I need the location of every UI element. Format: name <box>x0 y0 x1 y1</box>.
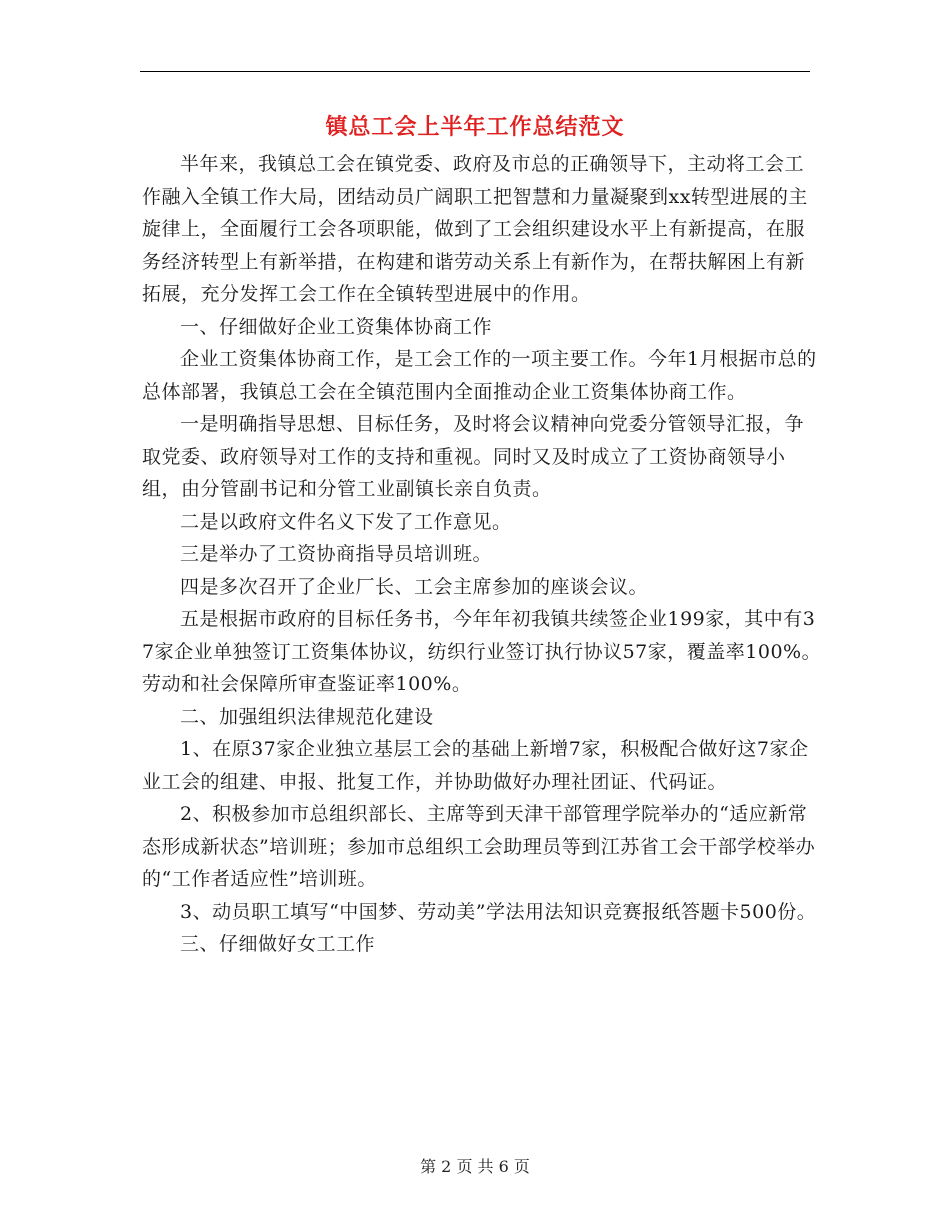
section-heading-1: 一、仔细做好企业工资集体协商工作 <box>180 315 493 338</box>
section-heading-2: 二、加强组织法律规范化建设 <box>180 705 434 728</box>
document-body <box>142 148 822 961</box>
paragraph-intro: 半年来，我镇总工会在镇党委、政府及市总的正确领导下，主动将工会工作融入全镇工作大局，团结动员广阔职工把智慧和力量凝聚到xx转型进展的主旋律上，全面履行工会各项职能，做到了工会组织建设水平上有新提高，在服务经济转型上有新举措，在构建和谐劳动关系上有新作为，在帮扶解困上有新拓展，充分发挥工会工作在全镇转型进展中的作用。 <box>142 153 808 305</box>
paragraph: 企业工资集体协商工作，是工会工作的一项主要工作。今年1月根据市总的总体部署，我镇总工会在全镇范围内全面推动企业工资集体协商工作。 <box>142 348 817 403</box>
paragraph: 1、在原37家企业独立基层工会的基础上新增7家，积极配合做好这7家企业工会的组建、申报、批复工作，并协助做好办理社团证、代码证。 <box>142 738 809 793</box>
header-rule <box>140 71 810 72</box>
paragraph: 四是多次召开了企业厂长、工会主席参加的座谈会议。 <box>180 575 649 598</box>
section-heading-3: 三、仔细做好女工工作 <box>180 933 376 955</box>
paragraph: 3、动员职工填写“中国梦、劳动美”学法用法知识竞赛报纸答题卡500份。 <box>180 900 817 923</box>
paragraph: 二是以政府文件名义下发了工作意见。 <box>180 510 512 533</box>
paragraph: 一是明确指导思想、目标任务，及时将会议精神向党委分管领导汇报，争取党委、政府领导对工作的支持和重视。同时又及时成立了工资协商领导小组，由分管副书记和分管工业副镇长亲自负责。 <box>142 413 805 500</box>
document-title: 镇总工会上半年工作总结范文 <box>325 114 625 140</box>
paragraph: 五是根据市政府的目标任务书，今年年初我镇共续签企业199家，其中有37家企业单独签订工资集体协议，纺织行业签订执行协议57家，覆盖率100%。劳动和社会保障所审查鉴证率100%。 <box>142 608 822 695</box>
paragraph: 2、积极参加市总组织部长、主席等到天津干部管理学院举办的“适应新常态形成新状态”培训班；参加市总组织工会助理员等到江苏省工会干部学校举办的“工作者适应性”培训班。 <box>142 803 816 890</box>
paragraph: 三是举办了工资协商指导员培训班。 <box>180 543 493 565</box>
page-number: 第 2 页 共 6 页 <box>420 1157 530 1176</box>
